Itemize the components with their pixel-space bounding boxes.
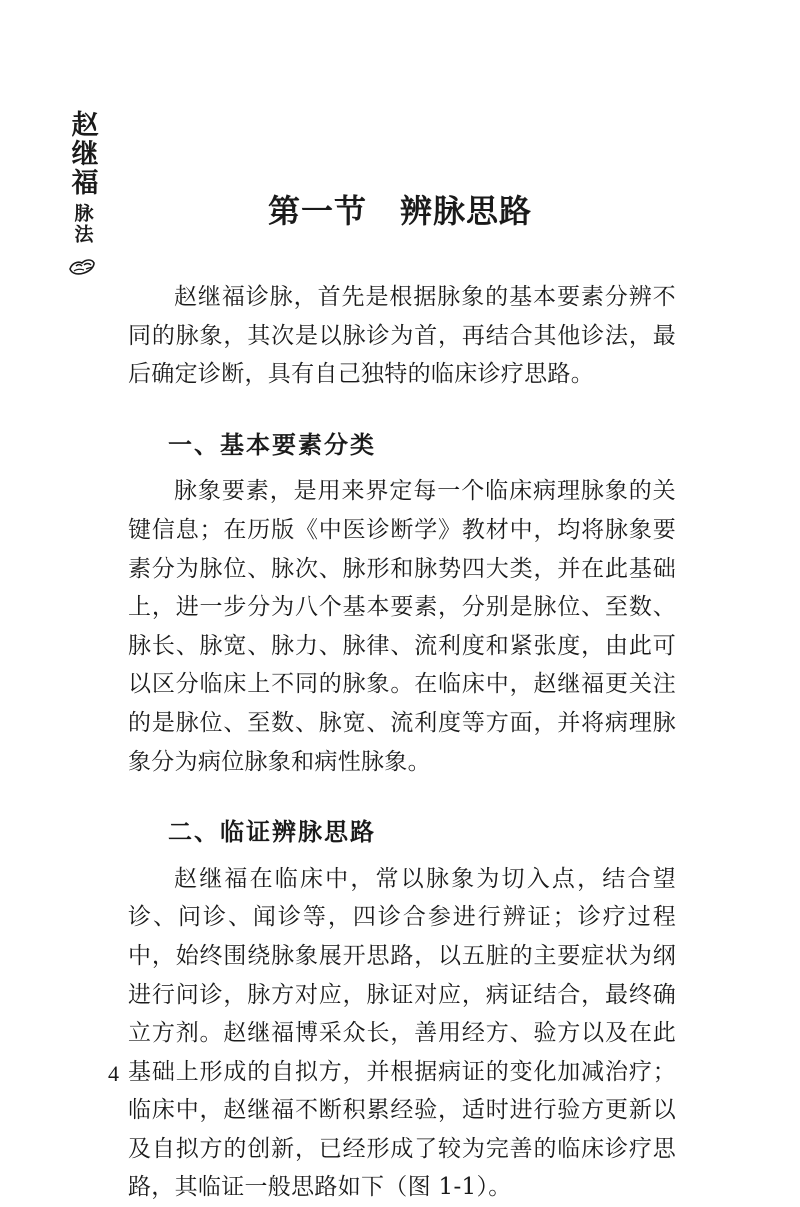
subsection-heading-basic-elements: 一、基本要素分类 — [168, 430, 376, 459]
running-head-subtitle: 脉法 — [71, 203, 94, 245]
pulse-hand-icon — [66, 249, 98, 281]
running-head-book-name: 赵继福 — [66, 110, 98, 197]
subsection-paragraph-basic-elements: 脉象要素，是用来界定每一个临床病理脉象的关键信息；在历版《中医诊断学》教材中，均将脉象要素分为脉位、脉次、脉形和脉势四大类，并在此基础上，进一步分为八个基本要素，分别是脉位、至数、脉长、脉宽、脉力、脉律、流利度和紧张度，由此可以区分临床上不同的脉象。在临床中，赵继福更关注的是脉位、至数、脉宽、流利度等方面，并将病理脉象分为病位脉象和病性脉象。 — [128, 478, 676, 775]
section-title: 第一节 辨脉思路 — [267, 192, 532, 230]
page-body — [128, 278, 676, 1207]
intro-paragraph: 赵继福诊脉，首先是根据脉象的基本要素分辨不同的脉象，其次是以脉诊为首，再结合其他诊法，最后确定诊断，具有自己独特的临床诊疗思路。 — [128, 284, 676, 388]
page-number: 4 — [108, 1061, 119, 1086]
subsection-paragraph-clinical-pulse: 赵继福在临床中，常以脉象为切入点，结合望诊、问诊、闻诊等，四诊合参进行辨证；诊疗过程中，始终围绕脉象展开思路，以五脏的主要症状为纲进行问诊，脉方对应，脉证对应，病证结合，最终确立方剂。赵继福博采众长，善用经方、验方以及在此基础上形成的自拟方，并根据病证的变化加减治疗；临床中，赵继福不断积累经验，适时进行验方更新以及自拟方的创新，已经形成了较为完善的临床诊疗思路，其临证一般思路如下（图 1-1）。 — [128, 865, 676, 1201]
subsection-heading-clinical-pulse: 二、临证辨脉思路 — [168, 818, 376, 847]
